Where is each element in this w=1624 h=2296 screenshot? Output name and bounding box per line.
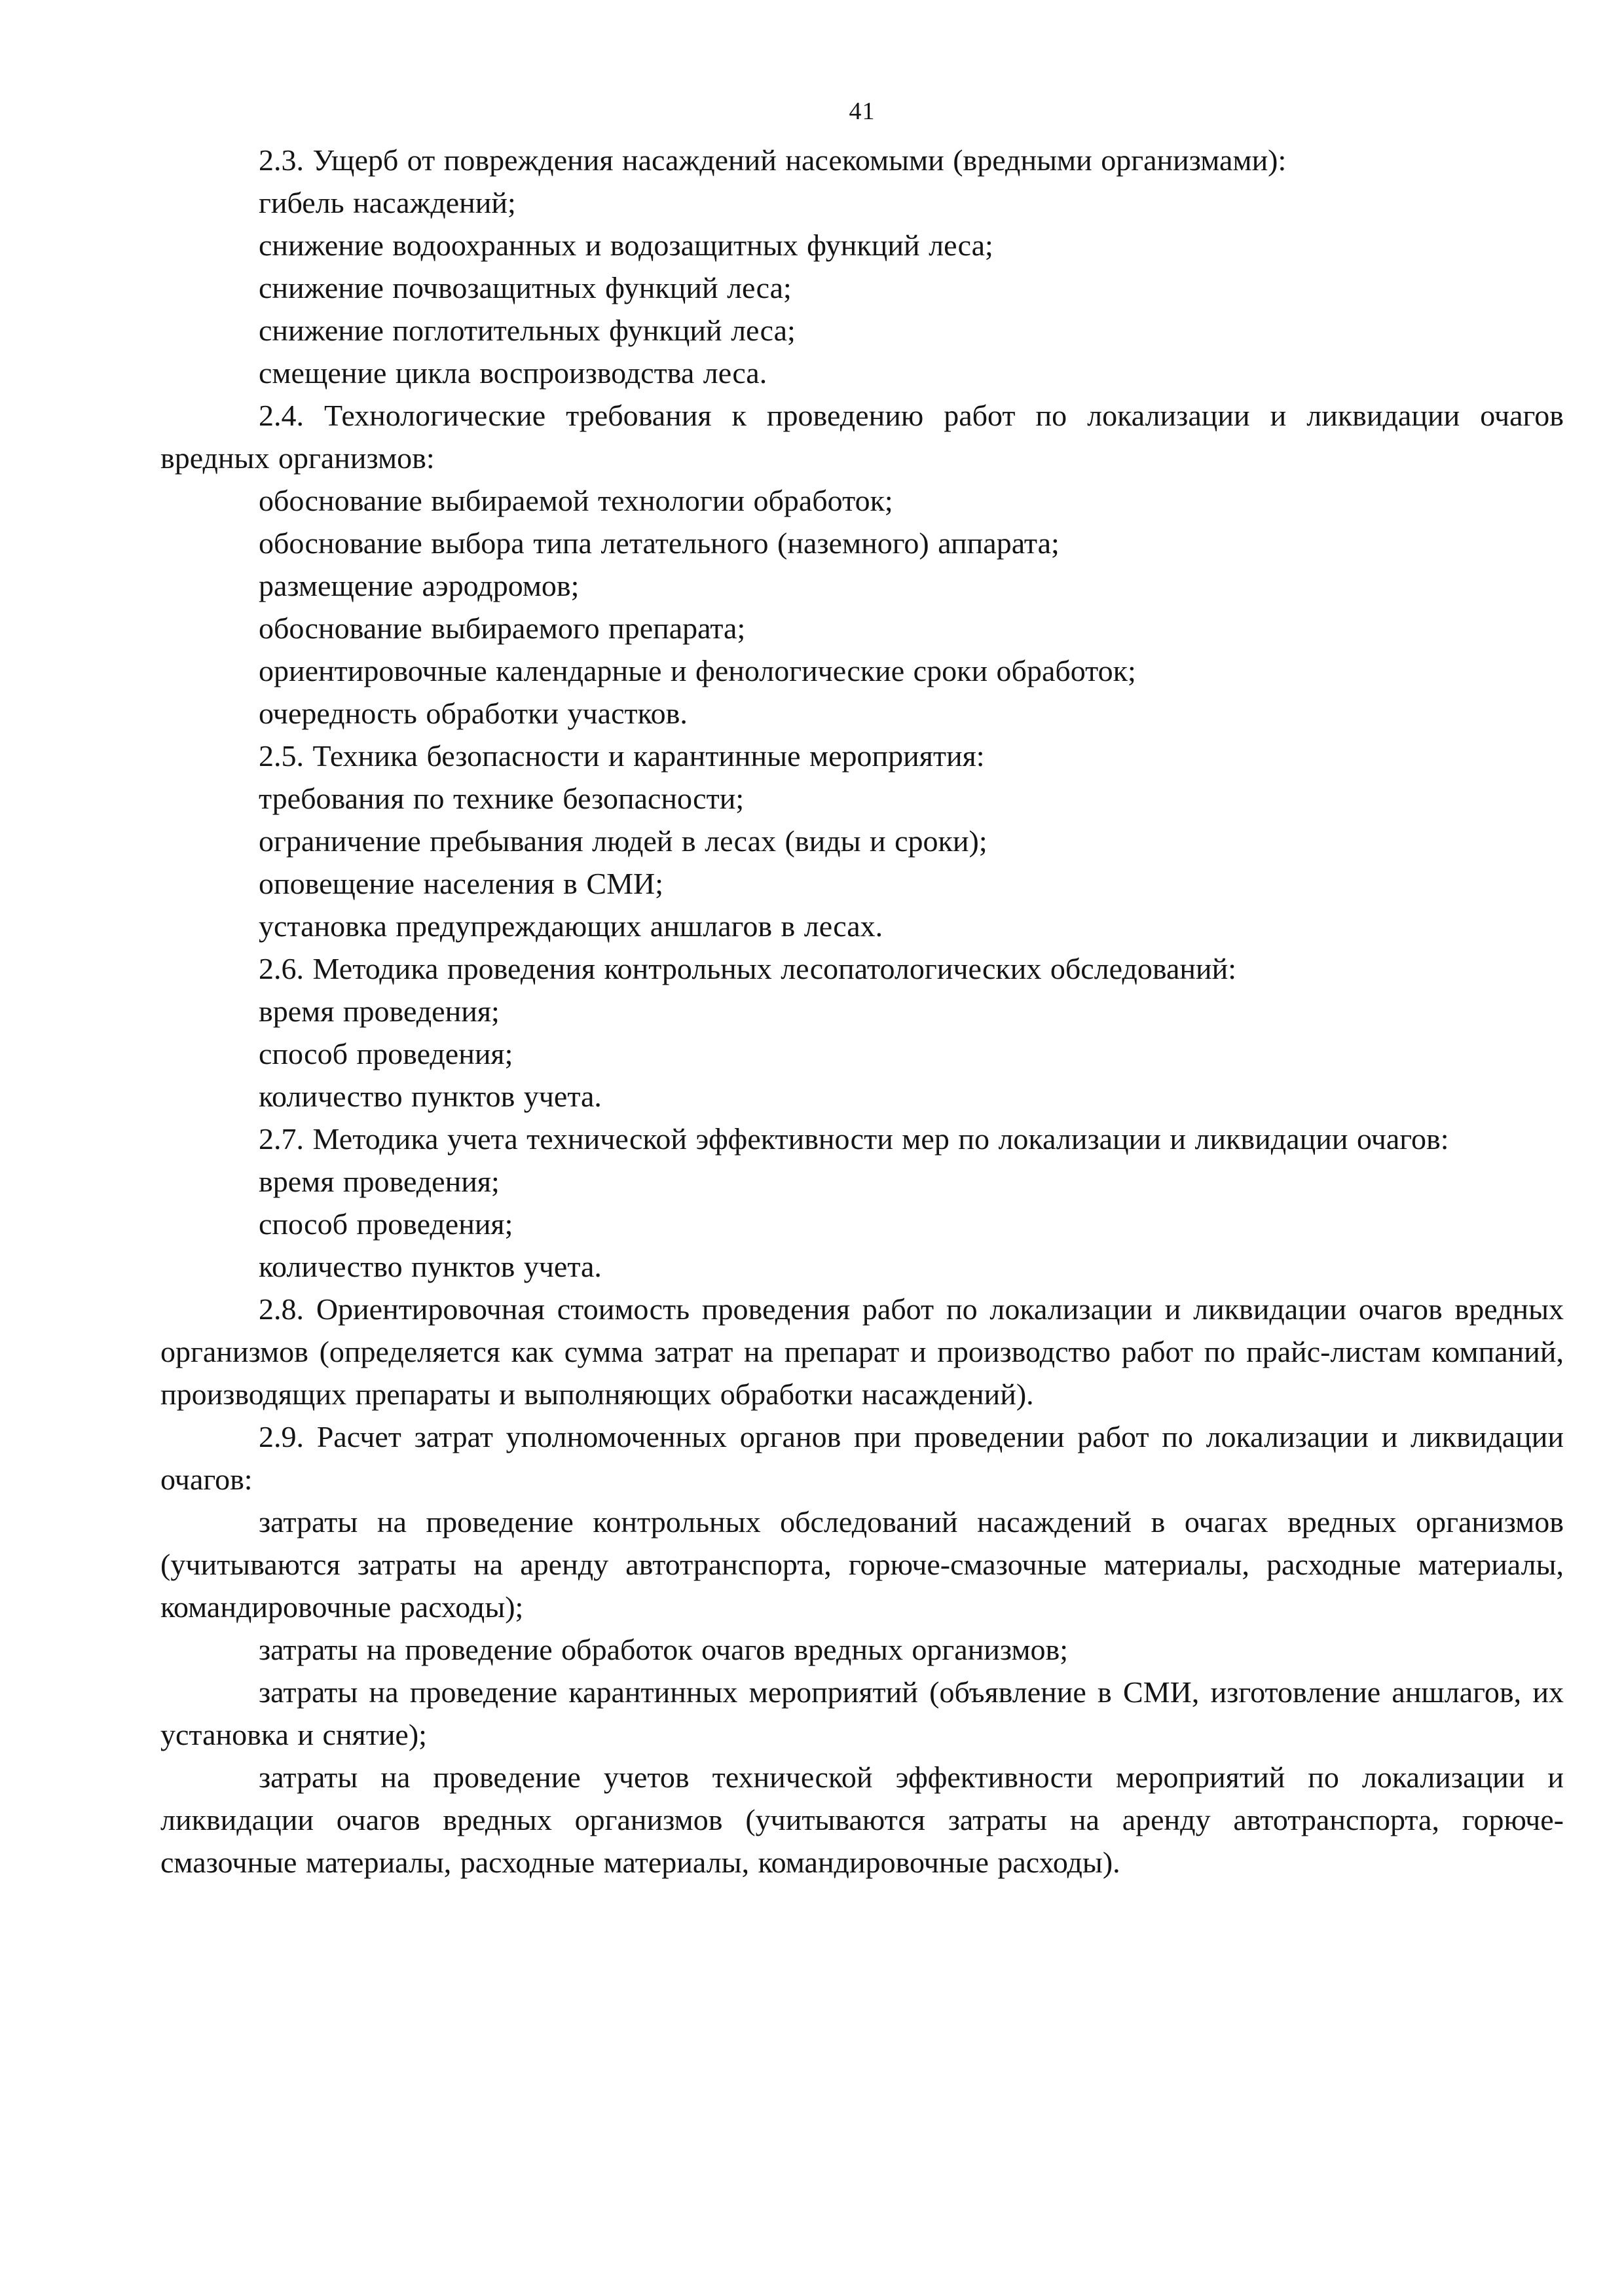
paragraph: 2.3. Ущерб от повреждения насаждений насекомыми (вредными организмами): xyxy=(259,143,1287,177)
paragraph: установка предупреждающих аншлагов в лесах. xyxy=(259,909,883,943)
paragraph: способ проведения; xyxy=(259,1037,513,1070)
page-number: 41 xyxy=(849,98,876,125)
paragraph: 2.7. Методика учета технической эффективности мер по локализации и ликвидации очагов: xyxy=(259,1122,1449,1156)
document-body xyxy=(160,139,1564,1884)
paragraph: затраты на проведение контрольных обследований насаждений в очагах вредных организмов (учитываются затраты на аренду автотранспорта, горюче-смазочные материалы, расходные материалы, командировочные расходы); xyxy=(160,1505,1564,1624)
paragraph: смещение цикла воспроизводства леса. xyxy=(259,356,767,390)
paragraph: 2.9. Расчет затрат уполномоченных органов при проведении работ по локализации и ликвидации очагов: xyxy=(160,1420,1564,1496)
paragraph: затраты на проведение обработок очагов вредных организмов; xyxy=(259,1633,1069,1666)
paragraph: размещение аэродромов; xyxy=(259,569,580,602)
paragraph: 2.5. Техника безопасности и карантинные мероприятия: xyxy=(259,739,985,773)
paragraph: ориентировочные календарные и фенологические сроки обработок; xyxy=(259,654,1136,687)
paragraph: требования по технике безопасности; xyxy=(259,782,745,815)
paragraph: время проведения; xyxy=(259,994,500,1028)
paragraph: очередность обработки участков. xyxy=(259,697,688,730)
paragraph: 2.6. Методика проведения контрольных лесопатологических обследований: xyxy=(259,952,1237,985)
paragraph: оповещение населения в СМИ; xyxy=(259,867,663,900)
paragraph: снижение поглотительных функций леса; xyxy=(259,314,796,347)
paragraph: количество пунктов учета. xyxy=(259,1250,602,1283)
paragraph: снижение почвозащитных функций леса; xyxy=(259,271,792,304)
paragraph: время проведения; xyxy=(259,1165,500,1198)
paragraph: затраты на проведение карантинных мероприятий (объявление в СМИ, изготовление аншлагов, их установка и снятие); xyxy=(160,1675,1564,1751)
paragraph: способ проведения; xyxy=(259,1207,513,1241)
paragraph: 2.8. Ориентировочная стоимость проведения работ по локализации и ликвидации очагов вредных организмов (определяется как сумма затрат на препарат и производство работ по прайс-листам компаний, производящих препараты и выполняющих обработки насаждений). xyxy=(160,1292,1564,1411)
paragraph: 2.4. Технологические требования к проведению работ по локализации и ликвидации очагов вредных организмов: xyxy=(160,399,1564,475)
paragraph: обоснование выбора типа летательного (наземного) аппарата; xyxy=(259,526,1060,560)
paragraph: гибель насаждений; xyxy=(259,186,516,219)
paragraph: затраты на проведение учетов технической эффективности мероприятий по локализации и ликвидации очагов вредных организмов (учитываются затраты на аренду автотранспорта, горюче-смазочные материалы, расходные материалы, командировочные расходы). xyxy=(160,1760,1564,1879)
paragraph: обоснование выбираемой технологии обработок; xyxy=(259,484,893,517)
paragraph: обоснование выбираемого препарата; xyxy=(259,611,746,645)
paragraph: снижение водоохранных и водозащитных функций леса; xyxy=(259,228,993,262)
paragraph: ограничение пребывания людей в лесах (виды и сроки); xyxy=(259,824,987,858)
paragraph: количество пунктов учета. xyxy=(259,1080,602,1113)
